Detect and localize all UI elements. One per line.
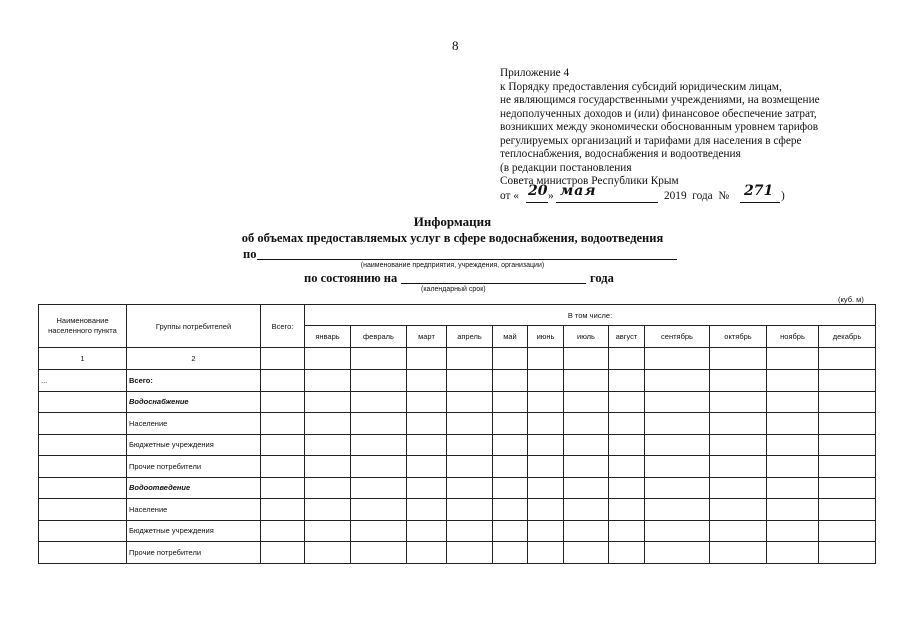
value-cell xyxy=(493,391,528,413)
value-cell xyxy=(710,391,767,413)
value-cell xyxy=(261,542,305,564)
header-month-may: май xyxy=(493,326,528,348)
value-cell xyxy=(819,520,876,542)
value-cell xyxy=(528,391,564,413)
annex-line: Приложение 4 xyxy=(500,67,570,79)
value-cell xyxy=(645,542,710,564)
value-cell xyxy=(564,391,609,413)
value-cell xyxy=(493,477,528,499)
consumer-group-cell: Прочие потребители xyxy=(127,542,261,564)
organization-label: по xyxy=(243,247,257,261)
value-cell xyxy=(528,542,564,564)
settlement-cell xyxy=(39,499,127,521)
value-cell xyxy=(305,542,351,564)
annex-line: не являющимся государственными учреждениями, на возмещение xyxy=(500,94,820,106)
annex-line: (в редакции постановления xyxy=(500,161,632,174)
table-row xyxy=(39,413,876,435)
consumer-group-cell: Водоотведение xyxy=(127,477,261,499)
value-cell xyxy=(710,477,767,499)
handwritten-day: 20 xyxy=(528,182,548,199)
settlement-cell xyxy=(39,391,127,413)
consumer-group-cell: Водоснабжение xyxy=(127,391,261,413)
value-cell xyxy=(710,434,767,456)
value-cell xyxy=(305,456,351,478)
value-cell xyxy=(305,413,351,435)
settlement-cell: ... xyxy=(39,370,127,392)
value-cell xyxy=(447,499,493,521)
value-cell xyxy=(261,456,305,478)
units-label: (куб. м) xyxy=(838,295,864,304)
value-cell xyxy=(528,477,564,499)
table-row xyxy=(39,456,876,478)
value-cell xyxy=(710,499,767,521)
header-month-august: август xyxy=(609,326,645,348)
consumer-group-cell: Бюджетные учреждения xyxy=(127,520,261,542)
value-cell xyxy=(407,391,447,413)
value-cell xyxy=(528,413,564,435)
value-cell xyxy=(493,370,528,392)
value-cell xyxy=(305,434,351,456)
column-number: 2 xyxy=(127,348,261,370)
table-row xyxy=(39,391,876,413)
value-cell xyxy=(305,391,351,413)
settlement-cell xyxy=(39,456,127,478)
settlement-cell xyxy=(39,434,127,456)
value-cell xyxy=(645,413,710,435)
table-row xyxy=(39,542,876,564)
value-cell xyxy=(767,542,819,564)
volumes-table xyxy=(38,304,876,564)
date-prefix: от « xyxy=(500,189,519,202)
column-number-row xyxy=(39,348,876,370)
value-cell xyxy=(609,456,645,478)
consumer-group-cell: Всего: xyxy=(127,370,261,392)
value-cell xyxy=(261,520,305,542)
value-cell xyxy=(351,542,407,564)
value-cell xyxy=(819,370,876,392)
value-cell xyxy=(564,542,609,564)
value-cell xyxy=(447,434,493,456)
value-cell xyxy=(819,456,876,478)
document-subtitle: об объемах предоставляемых услуг в сфере водоснабжения, водоотведения xyxy=(241,231,664,245)
value-cell xyxy=(407,456,447,478)
header-consumer-groups: Группы потребителей xyxy=(127,305,261,348)
value-cell xyxy=(351,434,407,456)
decree-date-line xyxy=(500,182,900,205)
value-cell xyxy=(351,370,407,392)
header-month-december: декабрь xyxy=(819,326,876,348)
header-month-october: октябрь xyxy=(710,326,767,348)
state-date-label: по состоянию на xyxy=(304,271,398,285)
value-cell xyxy=(528,370,564,392)
table-row xyxy=(39,520,876,542)
value-cell xyxy=(493,542,528,564)
value-cell xyxy=(528,434,564,456)
header-total: Всего: xyxy=(261,305,305,348)
header-month-february: февраль xyxy=(351,326,407,348)
value-cell xyxy=(609,542,645,564)
annex-line: к Порядку предоставления субсидий юридическим лицам, xyxy=(500,80,782,93)
value-cell xyxy=(493,456,528,478)
value-cell xyxy=(447,542,493,564)
value-cell xyxy=(528,520,564,542)
header-month-january: январь xyxy=(305,326,351,348)
value-cell xyxy=(645,520,710,542)
settlement-cell xyxy=(39,542,127,564)
header-month-july: июль xyxy=(564,326,609,348)
table-row xyxy=(39,370,876,392)
value-cell xyxy=(447,413,493,435)
value-cell xyxy=(493,413,528,435)
value-cell xyxy=(305,520,351,542)
value-cell xyxy=(447,370,493,392)
value-cell xyxy=(767,456,819,478)
value-cell xyxy=(564,434,609,456)
date-year: 2019 года № xyxy=(664,189,730,202)
value-cell xyxy=(609,391,645,413)
value-cell xyxy=(261,499,305,521)
consumer-group-cell: Население xyxy=(127,499,261,521)
value-cell xyxy=(407,520,447,542)
value-cell xyxy=(528,456,564,478)
value-cell xyxy=(767,499,819,521)
organization-caption: (наименование предприятия, учреждения, организации) xyxy=(360,262,545,269)
consumer-group-cell: Население xyxy=(127,413,261,435)
header-month-september: сентябрь xyxy=(645,326,710,348)
value-cell xyxy=(819,499,876,521)
header-including: В том числе: xyxy=(305,305,876,326)
value-cell xyxy=(710,542,767,564)
header-month-november: ноябрь xyxy=(767,326,819,348)
value-cell xyxy=(767,520,819,542)
value-cell xyxy=(645,477,710,499)
value-cell xyxy=(819,434,876,456)
value-cell xyxy=(493,434,528,456)
value-cell xyxy=(564,499,609,521)
value-cell xyxy=(447,477,493,499)
value-cell xyxy=(609,434,645,456)
value-cell xyxy=(261,391,305,413)
value-cell xyxy=(609,520,645,542)
value-cell xyxy=(407,413,447,435)
value-cell xyxy=(819,413,876,435)
value-cell xyxy=(819,542,876,564)
table-row xyxy=(39,434,876,456)
document-title: Информация xyxy=(413,214,492,229)
value-cell xyxy=(351,499,407,521)
value-cell xyxy=(528,499,564,521)
value-cell xyxy=(819,391,876,413)
state-date-caption: (календарный срок) xyxy=(421,286,486,293)
settlement-cell xyxy=(39,520,127,542)
value-cell xyxy=(564,456,609,478)
value-cell xyxy=(564,413,609,435)
value-cell xyxy=(609,370,645,392)
value-cell xyxy=(493,520,528,542)
value-cell xyxy=(645,499,710,521)
value-cell xyxy=(351,391,407,413)
value-cell xyxy=(564,477,609,499)
annex-line: Совета министров Республики Крым xyxy=(500,175,679,187)
annex-line: регулируемых организаций и тарифами для населения в сфере xyxy=(500,134,802,147)
state-date-blank-line xyxy=(401,283,586,284)
page-number: 8 xyxy=(452,38,459,53)
value-cell xyxy=(767,477,819,499)
value-cell xyxy=(645,391,710,413)
value-cell xyxy=(351,413,407,435)
date-end: ) xyxy=(781,189,785,202)
value-cell xyxy=(819,477,876,499)
value-cell xyxy=(407,499,447,521)
consumer-group-cell: Прочие потребители xyxy=(127,456,261,478)
header-month-march: март xyxy=(407,326,447,348)
handwritten-number: 271 xyxy=(744,182,774,199)
value-cell xyxy=(305,499,351,521)
annex-line: возникших между экономически обоснованным уровнем тарифов xyxy=(500,121,819,133)
value-cell xyxy=(609,477,645,499)
value-cell xyxy=(710,520,767,542)
annex-line: недополученных доходов и (или) финансовое обеспечение затрат, xyxy=(500,107,817,120)
value-cell xyxy=(767,413,819,435)
value-cell xyxy=(407,477,447,499)
settlement-cell xyxy=(39,477,127,499)
value-cell xyxy=(564,370,609,392)
value-cell xyxy=(710,413,767,435)
value-cell xyxy=(261,477,305,499)
value-cell xyxy=(447,456,493,478)
table-row xyxy=(39,499,876,521)
value-cell xyxy=(609,413,645,435)
value-cell xyxy=(447,391,493,413)
value-cell xyxy=(564,520,609,542)
consumer-group-cell: Бюджетные учреждения xyxy=(127,434,261,456)
value-cell xyxy=(609,499,645,521)
value-cell xyxy=(407,370,447,392)
header-month-april: апрель xyxy=(447,326,493,348)
value-cell xyxy=(407,434,447,456)
value-cell xyxy=(710,456,767,478)
annex-block xyxy=(500,67,900,205)
value-cell xyxy=(767,391,819,413)
column-number: 1 xyxy=(39,348,127,370)
organization-blank-line xyxy=(257,259,677,260)
header-month-june: июнь xyxy=(528,326,564,348)
value-cell xyxy=(767,370,819,392)
value-cell xyxy=(447,520,493,542)
value-cell xyxy=(407,542,447,564)
value-cell xyxy=(261,370,305,392)
value-cell xyxy=(351,520,407,542)
annex-line: теплоснабжения, водоснабжения и водоотведения xyxy=(500,148,741,160)
settlement-cell xyxy=(39,413,127,435)
value-cell xyxy=(351,477,407,499)
value-cell xyxy=(261,434,305,456)
value-cell xyxy=(351,456,407,478)
header-settlement: Наименование населенного пункта xyxy=(39,305,127,348)
value-cell xyxy=(710,370,767,392)
table-row xyxy=(39,477,876,499)
state-date-suffix: года xyxy=(590,271,614,285)
value-cell xyxy=(767,434,819,456)
value-cell xyxy=(645,456,710,478)
date-close: » xyxy=(548,189,554,202)
handwritten-month: мая xyxy=(560,182,597,199)
value-cell xyxy=(645,370,710,392)
value-cell xyxy=(261,413,305,435)
value-cell xyxy=(305,370,351,392)
value-cell xyxy=(493,499,528,521)
value-cell xyxy=(645,434,710,456)
value-cell xyxy=(305,477,351,499)
